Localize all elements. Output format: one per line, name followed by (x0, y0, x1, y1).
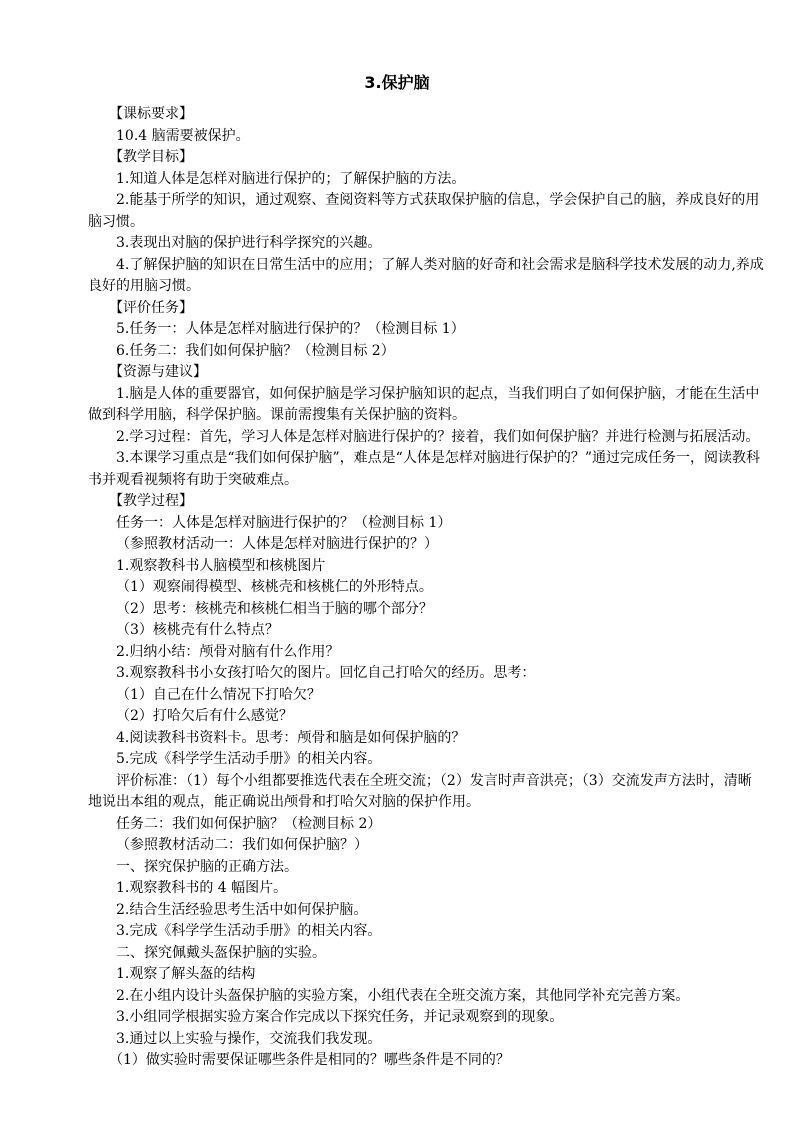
text-line: 2.归纳小结：颅骨对脑有什么作用？ (116, 643, 340, 660)
text-line: 2.学习过程：首先，学习人体是怎样对脑进行保护的？接着，我们如何保护脑？并进行检测与拓展活动。 (116, 428, 760, 445)
text-line: （3）核桃壳有什么特点？ (116, 622, 279, 638)
text-line: 1.脑是人体的重要器官，如何保护脑是学习保护脑知识的起点，当我们明白了如何保护脑，才能在生活中做到科学用脑，科学保护脑。课前需搜集有关保护脑的资料。 (88, 385, 760, 423)
text-line: 1.观察了解头盔的结构 (116, 966, 256, 982)
text-line: 6.任务二：我们如何保护脑？（检测目标 2） (116, 342, 395, 359)
document-body (88, 104, 764, 1072)
section-heading: 【教学过程】 (109, 493, 193, 509)
section-heading: 【教学目标】 (109, 149, 193, 165)
text-line: （1）观察闹得模型、核桃壳和核桃仁的外形特点。 (116, 579, 433, 595)
text-line: 1.知道人体是怎样对脑进行保护的；了解保护脑的方法。 (116, 170, 466, 187)
text-line: 2.在小组内设计头盔保护脑的实验方案，小组代表在全班交流方案，其他同学补充完善方案。 (116, 987, 690, 1004)
page-title: 3.保护脑 (364, 73, 430, 92)
text-line: （参照教材活动一：人体是怎样对脑进行保护的？） (116, 536, 438, 552)
section-heading: 【课标要求】 (109, 106, 193, 122)
text-line: 3.本课学习重点是“我们如何保护脑”，难点是“人体是怎样对脑进行保护的？”通过完成任务一，阅读教科书并观看视频将有助于突破难点。 (88, 450, 760, 488)
text-line: 3.完成《科学学生活动手册》的相关内容。 (116, 923, 382, 939)
text-line: 任务二：我们如何保护脑？（检测目标 2） (116, 815, 382, 832)
text-line: （参照教材活动二：我们如何保护脑？） (116, 837, 368, 853)
text-line: （2）思考：核桃壳和核桃仁相当于脑的哪个部分？ (116, 600, 433, 617)
section-heading: 【资源与建议】 (109, 364, 207, 380)
text-line: 5.完成《科学学生活动手册》的相关内容。 (116, 751, 382, 767)
text-line: 3.小组同学根据实验方案合作完成以下探究任务，并记录观察到的现象。 (116, 1009, 564, 1025)
text-line: 1.观察教科书的 4 幅图片。 (116, 880, 288, 896)
text-line: 2.能基于所学的知识，通过观察、查阅资料等方式获取保护脑的信息，学会保护自己的脑，养成良好的用脑习惯。 (88, 192, 760, 230)
text-line: 1.观察教科书人脑模型和核桃图片 (116, 557, 326, 574)
text-line: 二、探究佩戴头盔保护脑的实验。 (116, 944, 326, 961)
text-line: 任务一：人体是怎样对脑进行保护的？（检测目标 1） (116, 514, 452, 531)
text-line: （1）做实验时需要保证哪些条件是相同的？哪些条件是不同的？ (109, 1052, 510, 1068)
text-line: 10.4 脑需要被保护。 (116, 127, 250, 144)
text-line: 4.了解保护脑的知识在日常生活中的应用；了解人类对脑的好奇和社会需求是脑科学技术发展的动力,养成良好的用脑习惯。 (88, 256, 764, 294)
text-line: 一、探究保护脑的正确方法。 (116, 858, 298, 875)
text-line: 3.观察教科书小女孩打哈欠的图片。回忆自己打哈欠的经历。思考： (116, 665, 536, 681)
text-line: 3.表现出对脑的保护进行科学探究的兴趣。 (116, 235, 382, 251)
text-line: （2）打哈欠后有什么感觉？ (116, 708, 293, 724)
text-line: 3.通过以上实验与操作，交流我们我发现。 (116, 1030, 382, 1047)
text-line: 2.结合生活经验思考生活中如何保护脑。 (116, 901, 368, 918)
text-line: 5.任务一：人体是怎样对脑进行保护的？（检测目标 1） (116, 321, 465, 337)
text-line: 评价标准：（1）每个小组都要推选代表在全班交流；（2）发言时声音洪亮；（3）交流发声方法时，清晰地说出本组的观点，能正确说出颅骨和打哈欠对脑的保护作用。 (88, 772, 752, 810)
section-heading: 【评价任务】 (109, 299, 193, 316)
text-line: （1）自己在什么情况下打哈欠？ (116, 686, 321, 703)
text-line: 4.阅读教科书资料卡。思考：颅骨和脑是如何保护脑的？ (116, 729, 466, 746)
